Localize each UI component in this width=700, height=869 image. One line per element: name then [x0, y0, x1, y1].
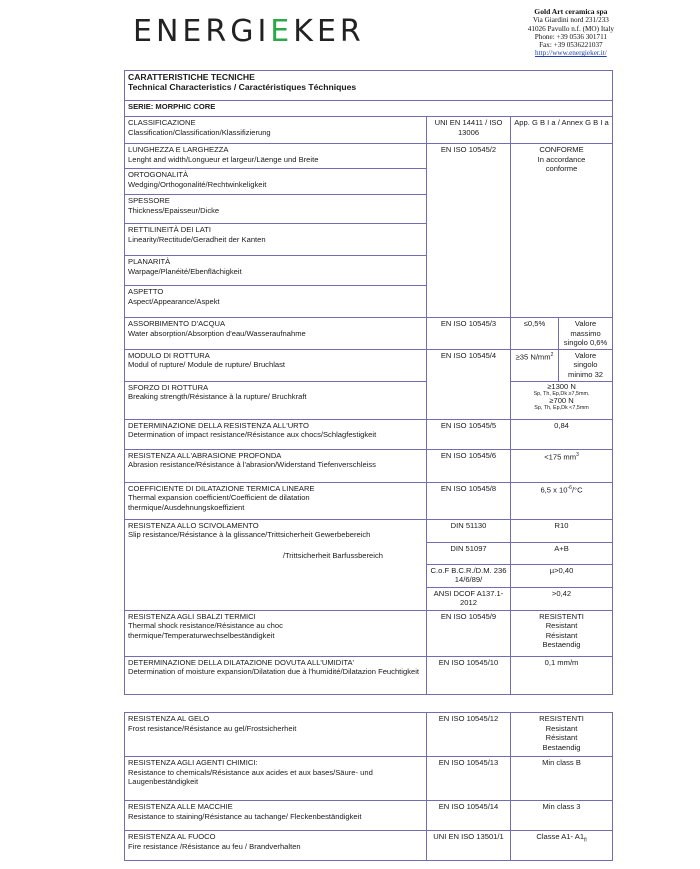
abrasion-norm: EN ISO 10545/6 [427, 449, 511, 482]
breaking-value1: ≥1300 N [547, 381, 576, 391]
slip-value2: A+B [511, 542, 613, 564]
table-row [125, 801, 613, 831]
table-cell [125, 757, 427, 801]
table-cell [125, 286, 427, 318]
frost-v2: Resistant [545, 723, 578, 733]
abrasion-value-sup: 3 [576, 451, 579, 458]
straightness-desc: Linearity/Rectitude/Geradheit der Kanten [128, 234, 266, 244]
table-row [125, 117, 613, 144]
thermal-shock-desc: Thermal shock resistance/Résistance au choc thermique/Temperaturwechselbeständigkeit [128, 621, 283, 640]
rupture-name: MODULO DI ROTTURA [128, 350, 210, 360]
thermal-exp-value-post: /°C [571, 485, 583, 495]
table-row [125, 713, 613, 757]
classification-norm: UNI EN 14411 / ISO 13006 [427, 117, 511, 144]
thickness-desc: Thickness/Epaisseur/Dicke [128, 205, 220, 215]
fire-value-sub: fl [584, 837, 587, 844]
slip-value3: µ>0,40 [511, 564, 613, 587]
water-note: Valore massimo singolo 0,6% [559, 318, 613, 350]
chemicals-value: Min class B [511, 757, 613, 801]
chemicals-name: RESISTENZA AGLI AGENTI CHIMICI: [128, 758, 258, 767]
breaking-desc: Breaking strength/Résistance à la rupture/ Bruchkraft [128, 392, 307, 402]
spec-table-2 [124, 712, 613, 861]
table-cell [125, 801, 427, 831]
table-row [125, 831, 613, 861]
thermal-exp-value-pre: 6,5 x 10 [540, 485, 568, 495]
abrasion-desc: Abrasion resistance/Résistance à l'abrasion/Widerstand Tiefenverschleiss [128, 460, 376, 470]
table-cell [125, 713, 427, 757]
rupture-desc: Modul of rupture/ Module de rupture/ Bruchlast [128, 360, 286, 370]
series-label: SERIE: MORPHIC CORE [125, 101, 613, 117]
slip-norm4: ANSI DCOF A137.1-2012 [427, 587, 511, 610]
header-logo-mid: E [270, 14, 294, 49]
table-cell [125, 519, 427, 610]
table-cell [125, 117, 427, 144]
chemicals-desc: Resistance to chemicals/Résistance aux acides et aux bases/Säure- und Laugenbeständigkeit [128, 767, 373, 787]
sheet-title [125, 71, 613, 101]
table-row [125, 318, 613, 350]
slip-value4: >0,42 [511, 587, 613, 610]
impact-desc: Determination of impact resistance/Résistance aux chocs/Schlagfestigkeit [128, 430, 377, 440]
text [125, 71, 613, 101]
water-norm: EN ISO 10545/3 [427, 318, 511, 350]
rows-dimensional-value-3: conforme [545, 164, 578, 174]
slip-value1: R10 [511, 519, 613, 542]
slip-desc2: /Trittsicherheit Barfussbereich [282, 550, 383, 560]
dimensional-value [511, 144, 613, 318]
text [128, 540, 423, 551]
table-cell [125, 224, 427, 256]
abrasion-value-pre: <175 mm [544, 452, 577, 462]
aspect-desc: Aspect/Appearance/Aspekt [128, 296, 220, 306]
classification-value: App. G B I a / Annex G B I a [511, 117, 613, 144]
frost-name: RESISTENZA AL GELO [128, 714, 210, 723]
table-cell [125, 381, 427, 419]
thermal-shock-norm: EN ISO 10545/9 [427, 610, 511, 656]
table-cell [511, 831, 613, 861]
water-value: ≤0,5% [511, 318, 559, 350]
table-cell [125, 349, 427, 381]
frost-desc: Frost resistance/Résistance au gel/Frostsicherheit [128, 723, 297, 733]
moisture-desc: Determination of moisture expansion/Dilatation due à l'humidité/Dilatazion Feuchtigkeit [128, 667, 420, 677]
abrasion-name: RESISTENZA ALL'ABRASIONE PROFONDA [128, 450, 282, 460]
breaking-cond2: Sp, Th, Ep,Dk <7,5mm [534, 405, 589, 412]
table-cell [511, 349, 559, 381]
length-name: LUNGHEZZA E LARGHEZZA [128, 145, 229, 154]
stains-name: RESISTENZA ALLE MACCHIE [128, 802, 233, 811]
water-name: ASSORBIMENTO D'ACQUA [128, 319, 226, 328]
table-cell [125, 656, 427, 694]
table-cell [125, 482, 427, 519]
thermal-shock-name: RESISTENZA AGLI SBALZI TERMICI [128, 611, 256, 621]
table-cell [511, 449, 613, 482]
water-desc: Water absorption/Absorption d'eau/Wasseraufnahme [128, 328, 306, 338]
fire-desc: Fire resistance /Résistance au feu / Brandverhalten [128, 841, 301, 851]
header-logo-right: KER [293, 14, 365, 49]
planarity-desc: Warpage/Planéité/Ebenflächigkeit [128, 266, 242, 276]
length-desc: Lenght and width/Longueur et largeur/Läenge und Breite [128, 154, 319, 164]
table-cell [511, 482, 613, 519]
thermal-shock-v1: RESISTENTI [539, 611, 584, 621]
fire-value-pre: Classe A1- A1 [536, 832, 585, 841]
moisture-name: DETERMINAZIONE DELLA DILATAZIONE DOVUTA ALL'UMIDITA' [128, 657, 354, 667]
thermal-exp-value-sup: -6 [567, 484, 572, 491]
rupture-note: Valore singolo minimo 32 [559, 349, 613, 381]
aspect-name: ASPETTO [128, 287, 164, 296]
table-cell [125, 169, 427, 195]
phone: Phone: +39 0536 301711 [534, 32, 608, 41]
table-cell [125, 449, 427, 482]
fire-name: RESISTENZA AL FUOCO [128, 832, 216, 841]
company-name: Gold Art ceramica spa [534, 7, 608, 16]
table-cell [125, 831, 427, 861]
impact-value: 0,84 [511, 419, 613, 449]
slip-name: RESISTENZA ALLO SCIVOLAMENTO [128, 520, 259, 530]
thermal-shock-v4: Bestaendig [542, 640, 581, 650]
header-logo-left: ENERGI [133, 14, 271, 49]
thermal-exp-desc: Thermal expansion coefficient/Coefficient de dilatation thermique/Ausdehnungskoeffizient [128, 493, 310, 512]
table-row [125, 144, 613, 169]
fax: Fax: +39 0536221037 [539, 41, 603, 50]
table-row [125, 419, 613, 449]
thermal-shock-v2: Resistant [545, 621, 578, 631]
impact-norm: EN ISO 10545/5 [427, 419, 511, 449]
breaking-cond1: Sp, Th, Ep,Dk ≥7,5mm. [533, 390, 590, 397]
frost-v3: Résistant [545, 733, 578, 743]
table-row [125, 519, 613, 542]
rows-dimensional-value-1: CONFORME [539, 145, 584, 154]
thermal-exp-name: COEFFICIENTE DI DILATAZIONE TERMICA LINEARE [128, 483, 315, 493]
table-cell [125, 256, 427, 286]
slip-norm1: DIN 51130 [427, 519, 511, 542]
impact-name: DETERMINAZIONE DELLA RESISTENZA ALL'URTO [128, 420, 309, 430]
table-cell [511, 381, 613, 419]
dimensional-norm: EN ISO 10545/2 [427, 144, 511, 318]
table-cell [125, 195, 427, 224]
address-line-1: Via Giardini nord 231/233 [532, 16, 609, 25]
straightness-name: RETTILINEITÀ DEI LATI [128, 225, 211, 234]
text [125, 101, 613, 117]
table-row [125, 610, 613, 656]
stains-desc: Resistance to staining/Résistance au tachange/ Fleckenbeständigkeit [128, 811, 362, 821]
rows-dimensional-value-2: In accordance [537, 154, 586, 164]
classification-name: CLASSIFICAZIONE [128, 118, 196, 127]
table-cell [125, 318, 427, 350]
slip-norm3: C.o.F B.C.R./D.M. 236 14/6/89/ [427, 564, 511, 587]
rows-rupture-norm: EN ISO 10545/4 [427, 349, 511, 419]
spec-table [124, 70, 613, 695]
thermal-shock-v3: Résistant [545, 630, 578, 640]
table-row [125, 381, 613, 419]
sheet-title-en: Technical Characteristics / Caractéristiques Téchniques [128, 82, 357, 92]
table-row [125, 482, 613, 519]
frost-v4: Bestaendig [542, 742, 581, 752]
table-cell [125, 610, 427, 656]
stains-value: Min class 3 [511, 801, 613, 831]
slip-norm2: DIN 51097 [427, 542, 511, 564]
planarity-name: PLANARITÀ [128, 257, 171, 266]
thickness-name: SPESSORE [128, 196, 170, 205]
fire-norm: UNI EN ISO 13501/1 [427, 831, 511, 861]
sheet-title-it: CARATTERISTICHE TECNICHE [128, 72, 255, 82]
table-cell [125, 144, 427, 169]
table-cell [125, 419, 427, 449]
stains-norm: EN ISO 10545/14 [427, 801, 511, 831]
rupture-value-sup: 2 [550, 351, 554, 358]
orthogonality-desc: Wedging/Orthogonalité/Rechtwinkeligkeit [128, 179, 267, 189]
table-cell [511, 610, 613, 656]
breaking-name: SFORZO DI ROTTURA [128, 382, 209, 392]
website-link[interactable]: http://www.energieker.it/ [535, 49, 607, 58]
table-row [125, 449, 613, 482]
company-address-block [528, 8, 614, 58]
moisture-value: 0,1 mm/m [511, 656, 613, 694]
table-row [125, 349, 613, 381]
table-cell [511, 713, 613, 757]
table-row [125, 656, 613, 694]
frost-v1: RESISTENTI [539, 714, 584, 723]
address-line-2: 41026 Pavullo n.f. (MO) Italy [527, 24, 614, 33]
thermal-exp-norm: EN ISO 10545/8 [427, 482, 511, 519]
frost-norm: EN ISO 10545/12 [427, 713, 511, 757]
chemicals-norm: EN ISO 10545/13 [427, 757, 511, 801]
energieker-logo [133, 14, 365, 49]
table-row [125, 757, 613, 801]
orthogonality-name: ORTOGONALITÀ [128, 170, 189, 179]
classification-desc: Classification/Classification/Klassifizierung [128, 127, 271, 137]
rupture-value-pre: ≥35 N/mm [515, 352, 551, 362]
slip-desc: Slip resistance/Résistance à la glissance/Trittsicherheit Gewerbebereich [128, 530, 371, 540]
moisture-norm: EN ISO 10545/10 [427, 656, 511, 694]
breaking-value2: ≥700 N [549, 396, 574, 406]
